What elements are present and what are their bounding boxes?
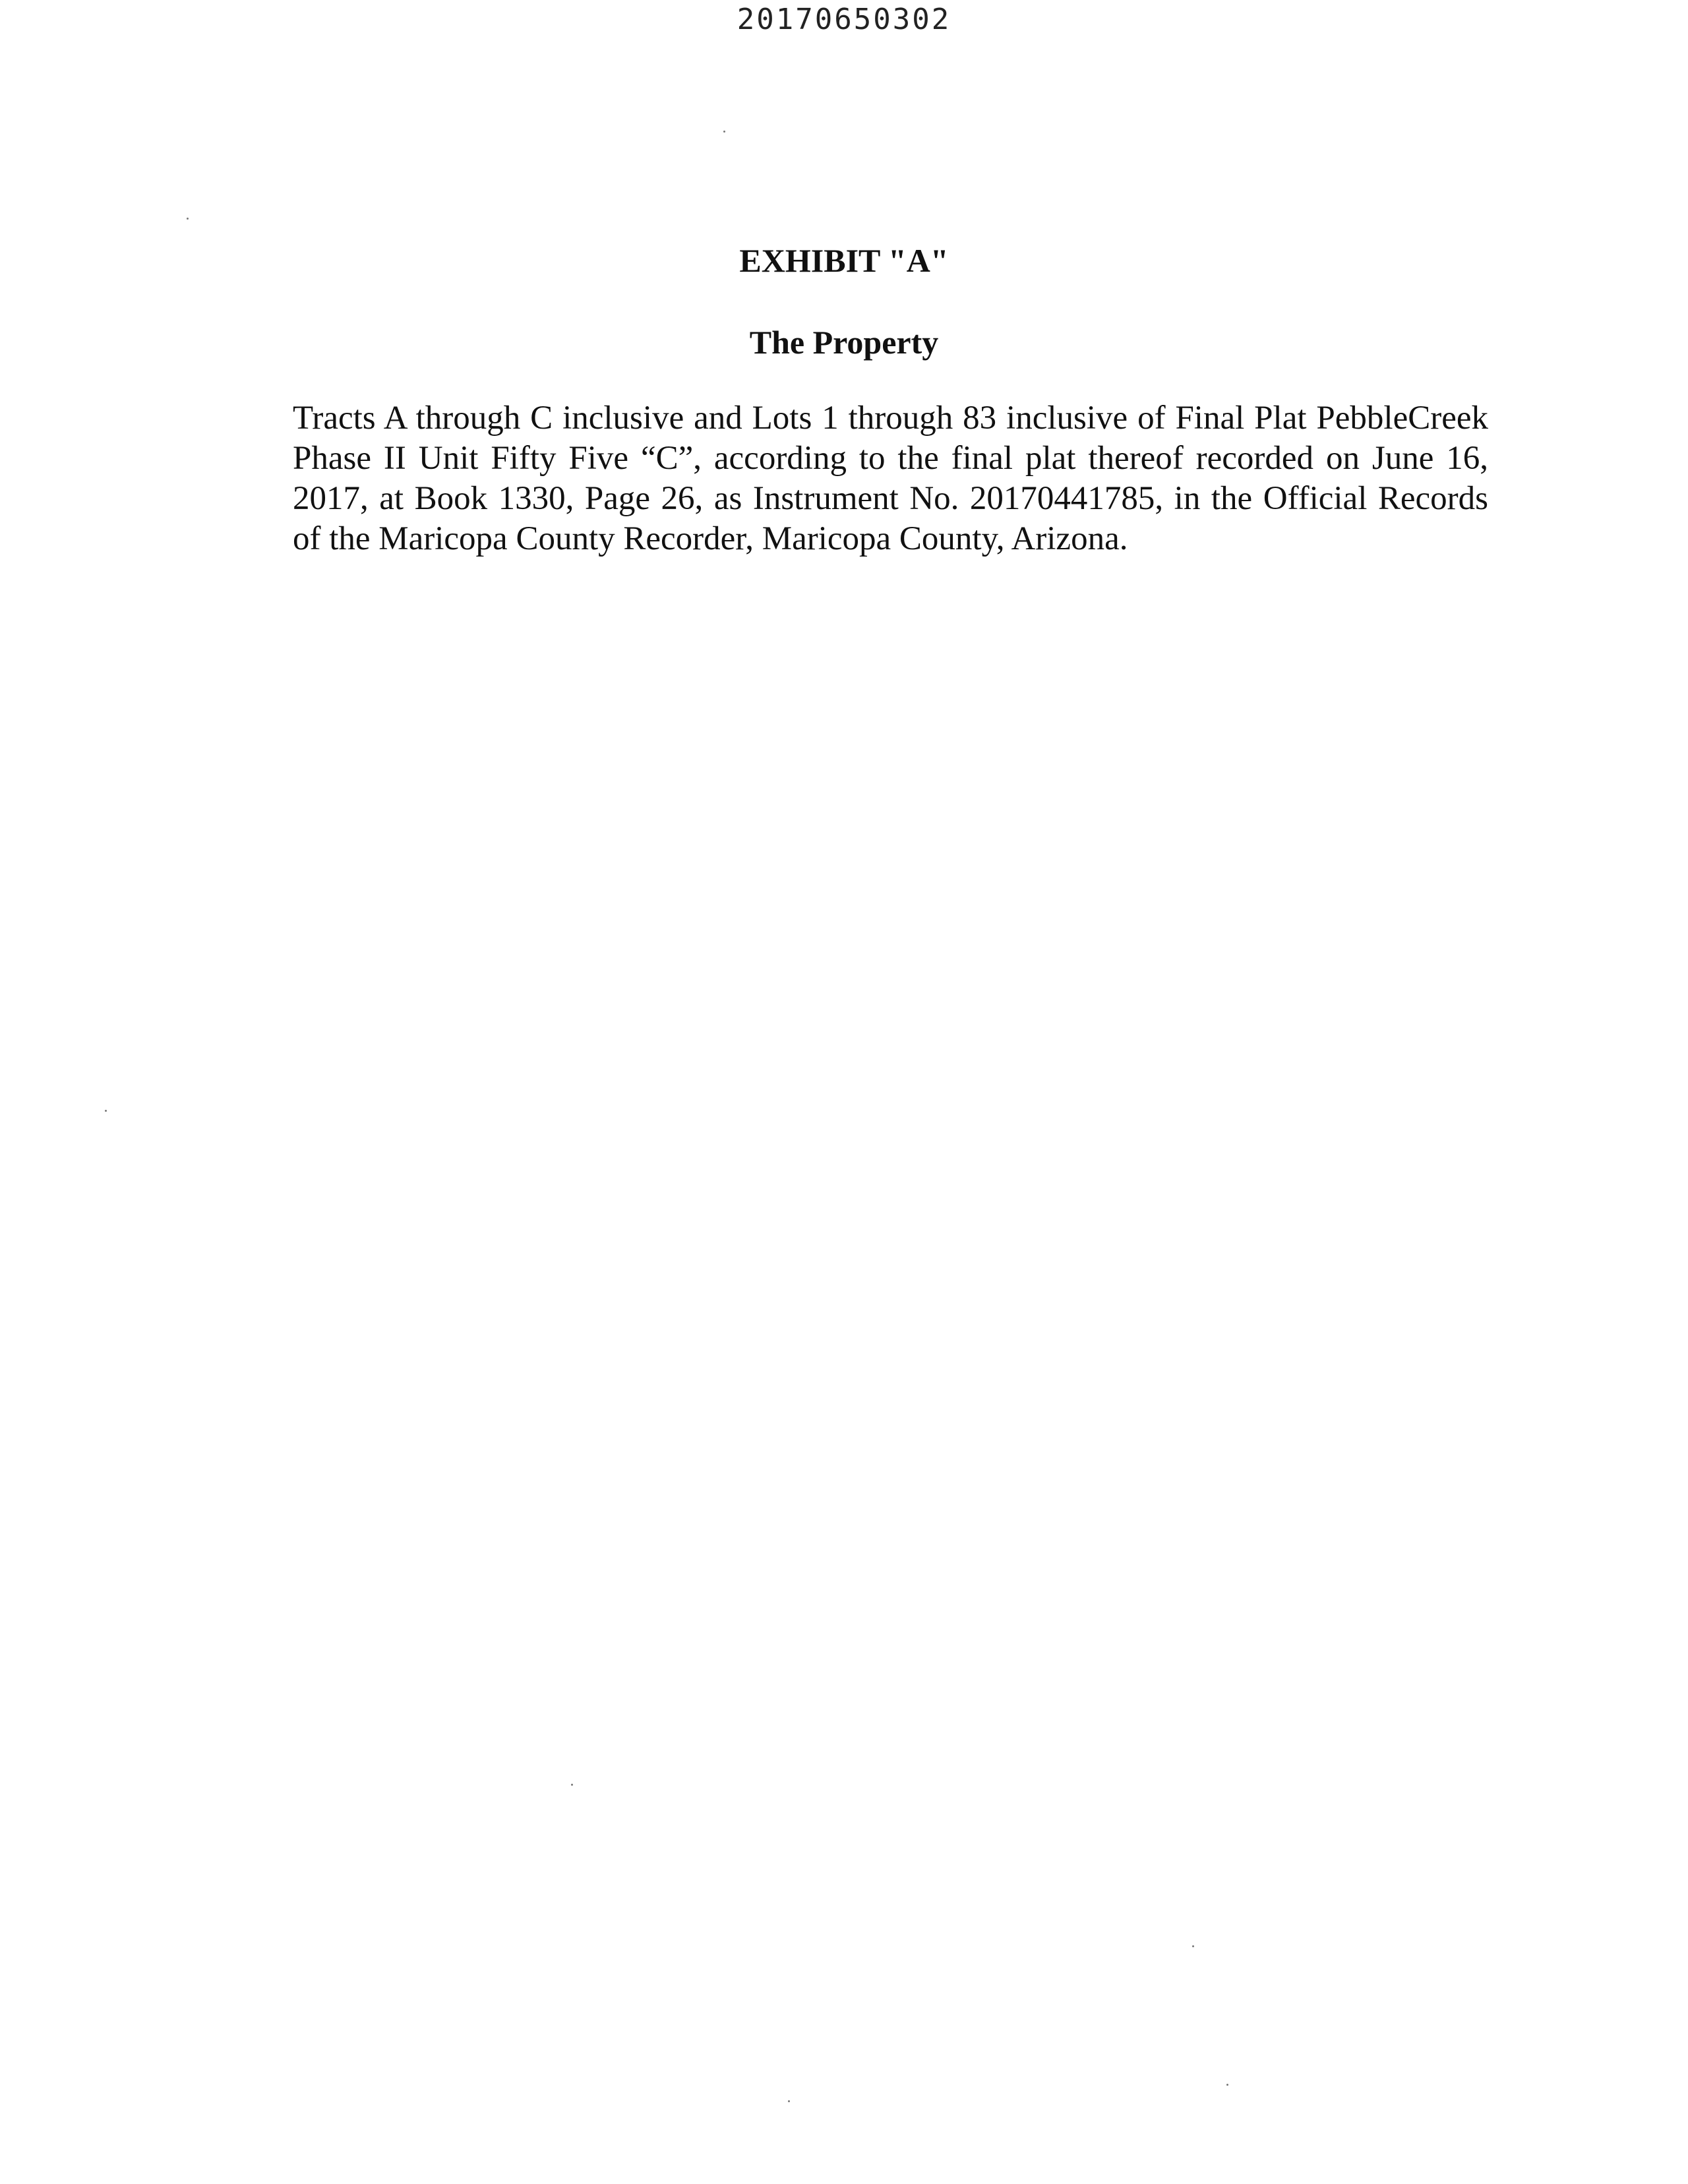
scan-speck — [788, 2100, 790, 2102]
scan-speck — [723, 131, 725, 133]
recording-number: 20170650302 — [737, 3, 951, 36]
scan-speck — [105, 1110, 107, 1112]
scan-speck — [571, 1784, 573, 1786]
legal-description: Tracts A through C inclusive and Lots 1 through 83 inclusive of Final Plat PebbleCreek Phase II Unit Fifty Five “C”, according to the final plat thereof recorded on June 16, 2017, at Book 1330, Page 26, as Instrument No. 20170441785, in the Official Records of the Maricopa County Recorder, Maricopa County, Arizona. — [293, 400, 1488, 557]
scan-speck — [187, 218, 189, 220]
scan-speck — [1192, 1945, 1194, 1947]
exhibit-title: EXHIBIT "A" — [739, 242, 949, 279]
scan-speck — [1226, 2084, 1228, 2086]
section-title: The Property — [749, 324, 939, 361]
